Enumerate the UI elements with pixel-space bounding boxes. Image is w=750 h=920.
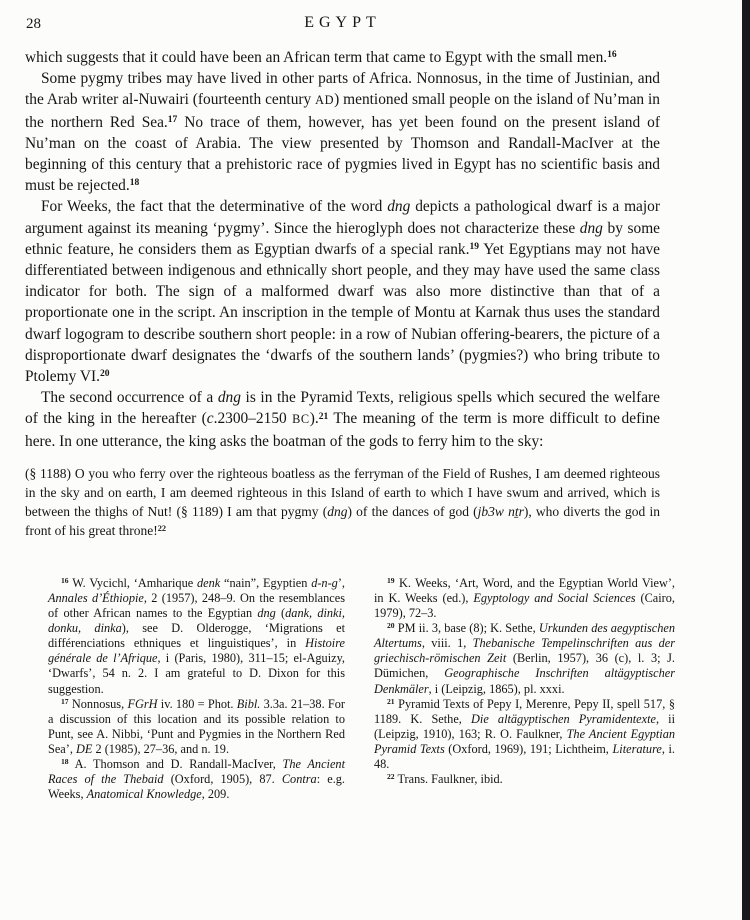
book-page <box>25 13 685 802</box>
paragraph-3: For Weeks, the fact that the determinative of the word dng depicts a pathological dwarf is a major argument against its meaning ‘pygmy’. Since the hieroglyph does not characterize these dng by some ethnic feature, he considers them as Egyptian dwarfs of a special rank.$^{19}$ Yet Egyptians may not have differentiated between indigenous and ethnically short people, and they may have used the same class indicator for both. The sign of a malformed dwarf was also more distinctive than that of a proportionate one in the script. An inscription in the temple of Montu at Karnak thus uses the standard dwarf logogram to describe southern short people: in a row of Nubian offering-bearers, the picture of a disproportionate dwarf designates the ‘dwarfs of the southern lands’ (pygmies?) who bring tribute to Ptolemy VI.$^{20}$ <box>25 198 661 386</box>
body-text <box>25 47 660 452</box>
block-quote: (§ 1188) O you who ferry over the righteous boatless as the ferryman of the Field of Rushes, I am deemed righteous in the sky and on earth, I am deemed righteous in this Island of earth to which I have swum and arrived, which is between the thighs of Nut! (§ 1189) I am that pygmy (dng) of the dances of god (jb3w nṯr), who diverts the god in front of his great throne!$^{22}$ <box>25 465 660 538</box>
paragraph-2: Some pygmy tribes may have lived in other parts of Africa. Nonnosus, in the time of Justinian, and the Arab writer al-Nuwairi (fourteenth century AD) mentioned small people on the island of Nu’man in the northern Red Sea.$^{17}$ No trace of them, however, has yet been found on the present island of Nu’man on the coast of Arabia. The view presented by Thomson and Randall-MacIver at the beginning of this century that a prehistoric race of pygmies lived in Egypt has no scientific basis and must be rejected.$^{18}$ <box>25 70 660 195</box>
page-header <box>25 13 685 35</box>
running-head-title: EGYPT <box>304 14 381 31</box>
paragraph-1: which suggests that it could have been an African term that came to Egypt with the small men.$^{16}$ <box>25 49 617 66</box>
footnote-20: $^{20}$ PM ii. 3, base (8); K. Sethe, Urkunden des aegyptischen Altertums, viii. 1, Thebanische Tempelinschriften aus der griechisch-römischen Zeit (Berlin, 1957), 36 (c), l. 3; J. Dümichen, Geographische Inschriften altägyptischer Denkmäler, i (Leipzig, 1865), pl. xxxi. <box>374 621 675 696</box>
footnote-column-left <box>48 576 345 802</box>
page-number: 28 <box>26 16 41 32</box>
footnote-17: $^{17}$ Nonnosus, FGrH iv. 180 = Phot. Bibl. 3.3a. 21–38. For a discussion of this location and its possible relation to Punt, see A. Nibbi, ‘Punt and Pygmies in the Northern Red Sea’, DE 2 (1985), 27–36, and n. 19. <box>48 696 346 756</box>
footnote-22: $^{22}$ Trans. Faulkner, ibid. <box>387 772 503 787</box>
footnote-19: $^{19}$ K. Weeks, ‘Art, Word, and the Egyptian World View’, in K. Weeks (ed.), Egyptology and Social Sciences (Cairo, 1979), 72–3. <box>374 575 675 621</box>
footnote-21: $^{21}$ Pyramid Texts of Pepy I, Merenre, Pepy II, spell 517, § 1189. K. Sethe, Die altägyptischen Pyramidentexte, ii (Leipzig, 1910), 163; R. O. Faulkner, The Ancient Egyptian Pyramid Texts (Oxford, 1969), 191; Lichtheim, Literature, i. 48. <box>374 696 676 771</box>
scan-right-edge-bar <box>742 0 750 920</box>
footnote-16: $^{16}$ W. Vycichl, ‘Amharique denk “nain”, Egyptien d-n-g’, Annales d’Éthiopie, 2 (1957), 248–9. On the resemblances of other African names to the Egyptian dng (dank, dinki, donku, dinka), see D. Olderogge, ‘Migrations et différenciations ethniques et linguistiques’, in Histoire générale de l’Afrique, i (Paris, 1980), 311–15; el-Aguizy, ‘Dwarfs’, 54 n. 2. I am grateful to D. Dixon for this suggestion. <box>48 575 346 696</box>
footnote-18: $^{18}$ A. Thomson and D. Randall-MacIver, The Ancient Races of the Thebaid (Oxford, 1905), 87. Contra: e.g. Weeks, Anatomical Knowledge, 209. <box>48 756 345 802</box>
footnote-column-right <box>374 576 675 802</box>
paragraph-4: The second occurrence of a dng is in the Pyramid Texts, religious spells which secured the welfare of the king in the hereafter (c.2300–2150 BC).$^{21}$ The meaning of the term is more difficult to define here. In one utterance, the king asks the boatman of the gods to ferry him to the sky: <box>25 389 660 450</box>
footnotes-section <box>48 576 685 802</box>
